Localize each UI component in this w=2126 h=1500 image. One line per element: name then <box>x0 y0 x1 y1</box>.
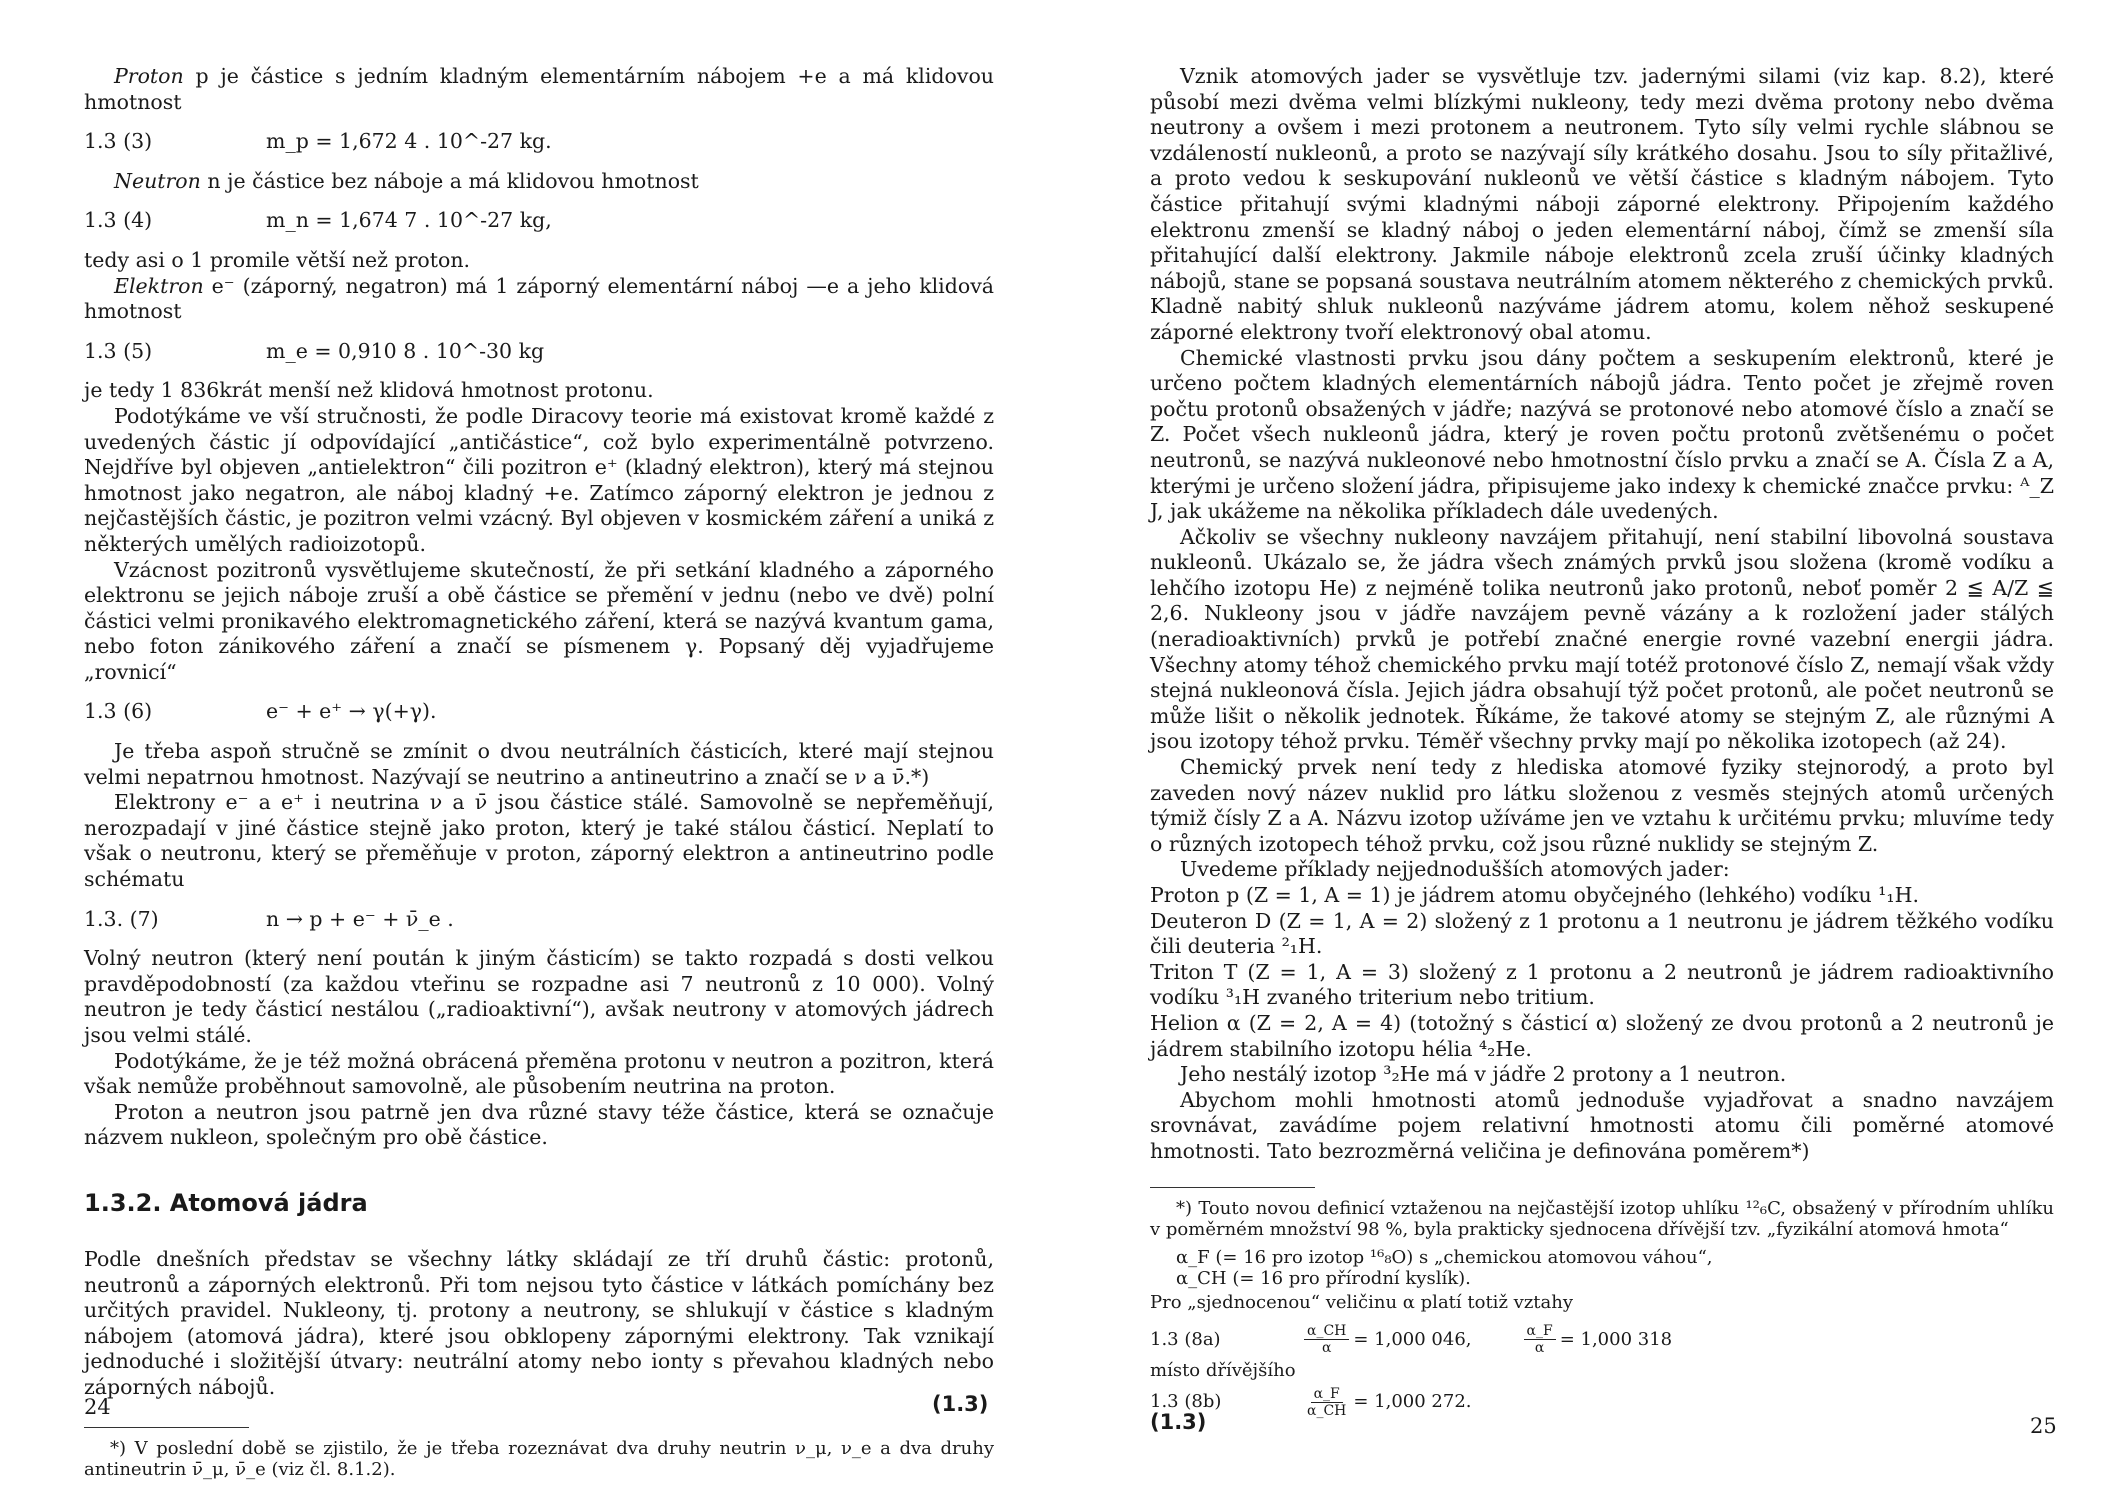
nucleus-example: Helion α (Z = 2, A = 4) (totožný s částicí α) složený ze dvou protonů a 2 neutronů je jádrem stabilního izotopu hélia ⁴₂He. <box>1150 1010 2054 1061</box>
fraction <box>1304 1323 1349 1356</box>
proton-paragraph <box>84 64 994 115</box>
page-number: 24 <box>84 1395 111 1419</box>
fraction-denominator: α <box>1321 1340 1332 1357</box>
paragraph: Je třeba aspoň stručně se zmínit o dvou neutrálních částicích, které mají stejnou velmi nepatrnou hmotnost. Nazývají se neutrino a antineutrino a značí se ν a ν̄.*) <box>84 739 994 789</box>
equation-8b <box>1150 1386 2054 1419</box>
neutron-term: Neutron <box>114 168 201 193</box>
equation-body: e⁻ + e⁺ → γ(+γ). <box>266 699 437 724</box>
fraction <box>1304 1386 1349 1419</box>
footnote-line: α_F (= 16 pro izotop ¹⁶₈O) s „chemickou atomovou váhou“, <box>1176 1246 1713 1268</box>
paragraph: je tedy 1 836krát menší než klidová hmotnost protonu. <box>84 378 654 403</box>
footnote: *) Touto novou definicí vztaženou na nejčastější izotop uhlíku ¹²₆C, obsažený v přírodním uhlíku v poměrném množství 98 %, byla prakticky sjednocena dřívější tzv. „fyzikální atomová hmota“ <box>1150 1197 2054 1241</box>
equation-body: n → p + e⁻ + ν̄_e . <box>266 906 454 931</box>
paragraph: Proton a neutron jsou patrně jen dva různé stavy téže částice, která se označuje názvem nukleon, společným pro obě částice. <box>84 1099 994 1150</box>
equation-number: 1.3 (5) <box>84 338 153 363</box>
equation-value: = 1,000 046, <box>1353 1328 1472 1350</box>
proton-term: Proton <box>114 64 184 88</box>
proton-text: p je částice s jedním kladným elementárním nábojem +e a má klidovou hmotnost <box>84 64 994 114</box>
nucleus-example: Proton p (Z = 1, A = 1) je jádrem atomu obyčejného (lehkého) vodíku ¹₁H. <box>1150 883 1920 907</box>
equation-number: 1.3 (4) <box>84 208 153 233</box>
paragraph: Podotýkáme ve vší stručnosti, že podle Diracovy teorie má existovat kromě každé z uvedených částic jí odpovídající „antičástice“, což bylo experimentálně potvrzeno. Nejdříve byl objeven „antielektron“ čili pozitron e⁺ (kladný elektron), který má stejnou hmotnost jako negatron, ale náboj kladný +e. Zatímco záporný elektron je jednou z nejčastějších částic, je pozitron velmi vzácný. Byl objeven v kosmickém záření a uniká z některých umělých radioizotopů. <box>84 403 994 556</box>
equation-body: m_p = 1,672 4 . 10^-27 kg. <box>266 129 552 154</box>
nucleus-example: Deuteron D (Z = 1, A = 2) složený z 1 protonu a 1 neutronu je jádrem těžkého vodíku čili deuteria ²₁H. <box>1150 908 2054 959</box>
right-page-body <box>1150 64 2054 1419</box>
neutron-paragraph <box>84 169 994 195</box>
paragraph: Jeho nestálý izotop ³₂He má v jádře 2 protony a 1 neutron. <box>1180 1062 1787 1087</box>
paragraph: Vzácnost pozitronů vysvětlujeme skutečností, že při setkání kladného a záporného elektronu se jejich náboje zruší a obě částice se přemění v jednu (nebo ve dvě) polní částici velmi pronikavého elektromagnetického záření, která se nazývá kvantum gama, nebo foton zánikového záření a značí se písmenem γ. Popsaný děj vyjadřujeme „rovnicí“ <box>84 557 994 684</box>
footnote-line: místo dřívějšího <box>1150 1360 1296 1382</box>
chapter-mark: (1.3) <box>932 1392 989 1416</box>
left-page <box>84 0 994 1500</box>
paragraph: Volný neutron (který není poután k jiným částicím) se takto rozpadá s dosti velkou pravděpodobností (za každou vteřinu se rozpadne asi 7 neutronů z 10 000). Volný neutron je tedy částicí nestálou („radioaktivní“), avšak neutrony v atomových jádrech jsou velmi stálé. <box>84 946 994 1047</box>
footnote: *) V poslední době se zjistilo, že je třeba rozeznávat dva druhy neutrin ν_μ, ν_e a dva druhy antineutrin ν̄_μ, ν̄_e (viz čl. 8.1.2). <box>84 1437 994 1481</box>
paragraph: Elektrony e⁻ a e⁺ i neutrina ν a ν̄ jsou částice stálé. Samovolně se nepřeměňují, nerozpadají v jiné částice stejně jako proton, který je také stálou částicí. Neplatí to však o neutronu, který se přeměňuje v proton, záporný elektron a antineutrino podle schématu <box>84 790 994 892</box>
section-heading: 1.3.2. Atomová jádra <box>84 1188 368 1217</box>
electron-paragraph <box>84 274 994 325</box>
footnote-divider <box>1150 1187 1315 1188</box>
fraction-denominator: α <box>1534 1340 1545 1357</box>
paragraph: Ačkoliv se všechny nukleony navzájem přitahují, není stabilní libovolná soustava nukleonů. Ukázalo se, že jádra všech známých prvků jsou složena (kromě vodíku a lehčího izotopu He) z nejméně tolika neutronů jako protonů, neboť poměr 2 ≦ A/Z ≦ 2,6. Nukleony jsou v jádře navzájem pevně vázány a k rozložení jader stálých (neradioaktivních) prvků je potřebí značné energie rovné vazební energii jádra. Všechny atomy téhož chemického prvku mají totéž protonové číslo Z, nemají však vždy stejná nukleonová čísla. Jejich jádra obsahují týž počet protonů, ale počet neutronů se může lišit o několik jednotek. Říkáme, že takové atomy se stejným Z, ale různými A jsou izotopy téhož prvku. Téměř všechny prvky mají po několika izotopech (až 24). <box>1150 524 2054 754</box>
equation-body: m_e = 0,910 8 . 10^-30 kg <box>266 338 545 363</box>
nucleus-example: Triton T (Z = 1, A = 3) složený z 1 protonu a 2 neutronů je jádrem radioaktivního vodíku ³₁H zvaného triterium nebo tritium. <box>1150 959 2054 1010</box>
paragraph: Vznik atomových jader se vysvětluje tzv. jadernými silami (viz kap. 8.2), které působí mezi dvěma velmi blízkými nukleony, tedy mezi dvěma protony nebo dvěma neutrony a ovšem i mezi protonem a neutronem. Tyto síly velmi rychle slábnou se vzdáleností nukleonů, a proto se nazývají síly krátkého dosahu. Jsou to síly přitažlivé, a proto vedou k seskupování nukleonů ve větší částice s kladným nábojem. Tyto částice přitahují svými kladnými náboji záporné elektrony. Připojením každého elektronu zmenší se kladný náboj o jeden elementární náboj, čímž se zmenší síla přitahující další elektrony. Jakmile náboje elektronů zcela zruší účinky kladných nábojů, stane se popsaná soustava neutrálním atomem některého z chemických prvků. Kladně nabitý shluk nukleonů nazýváme jádrem atomu, kolem něhož seskupené záporné elektrony tvoří elektronový obal atomu. <box>1150 64 2054 344</box>
equation-number: 1.3 (8a) <box>1150 1328 1221 1350</box>
fraction <box>1524 1323 1556 1356</box>
page-number: 25 <box>2030 1414 2057 1438</box>
equation-number: 1.3 (8b) <box>1150 1391 1222 1413</box>
paragraph: Podle dnešních představ se všechny látky skládají ze tří druhů částic: protonů, neutronů a záporných elektronů. Při tom nejsou tyto částice v látkách pomíchány bez určitých pravidel. Nukleony, tj. protony a neutrony, se shlukují v částice s kladným nábojem (atomová jádra), které jsou obklopeny zápornými elektrony. Tak vznikají jednoduché i složitější útvary: neutrální atomy nebo ionty s převahou kladných nebo záporných nábojů. <box>84 1246 994 1399</box>
equation-neutron-decay <box>84 907 994 933</box>
equation-proton-mass <box>84 129 994 155</box>
equation-value: = 1,000 318 <box>1559 1328 1673 1350</box>
equation-value: = 1,000 272. <box>1353 1391 1472 1413</box>
fraction-denominator: α_CH <box>1307 1402 1347 1419</box>
right-page <box>1150 0 2057 1500</box>
fraction-numerator: α_CH <box>1304 1323 1349 1340</box>
equation-number: 1.3 (3) <box>84 129 153 154</box>
paragraph: Chemické vlastnosti prvku jsou dány počtem a seskupením elektronů, které je určeno počtem kladných elementárních nábojů jádra. Tento počet je zřejmě roven počtu protonů obsažených v jádře; nazývá se protonové nebo atomové číslo a značí se Z. Počet všech nukleonů jádra, který je roven počtu protonů zvětšenému o počet neutronů, se nazývá nukleonové nebo hmotnostní číslo prvku a značí se A. Čísla Z a A, kterými je určeno složení jádra, připisujeme jako indexy k chemické značce prvku: ᴬ_Z J, jak ukážeme na několika příkladech dále uvedených. <box>1150 345 2054 524</box>
equation-neutron-mass <box>84 208 994 234</box>
fraction-numerator: α_F <box>1311 1386 1343 1403</box>
fraction-numerator: α_F <box>1524 1323 1556 1340</box>
electron-text: e⁻ (záporný, negatron) má 1 záporný elementární náboj —e a jeho klidová hmotnost <box>84 273 994 324</box>
footnote-line: α_CH (= 16 pro přírodní kyslík). <box>1176 1268 1471 1290</box>
paragraph: Abychom mohli hmotnosti atomů jednoduše vyjadřovat a snadno navzájem srovnávat, zavádíme pojem relativní hmotnosti atomu čili poměrné atomové hmotnosti. Tato bezrozměrná veličina je definována poměrem*) <box>1150 1087 2054 1163</box>
equation-body: m_n = 1,674 7 . 10^-27 kg, <box>266 208 552 233</box>
electron-term: Elektron <box>114 273 204 298</box>
neutron-text: n je částice bez náboje a má klidovou hmotnost <box>200 168 699 193</box>
footnote-line: Pro „sjednocenou“ veličinu α platí totiž vztahy <box>1150 1291 1574 1313</box>
paragraph: tedy asi o 1 promile větší než proton. <box>84 247 471 272</box>
equation-number: 1.3. (7) <box>84 906 159 931</box>
footnote-divider <box>84 1427 249 1428</box>
paragraph: Chemický prvek není tedy z hlediska atomové fyziky stejnorodý, a proto byl zaveden nový název nuklid pro látku složenou z vesměs stejných atomů určených týmiž čísly Z a A. Názvu izotop užíváme jen ve vztahu k určitému prvku; mluvíme tedy o různých izotopech téhož prvku, což jsou různé nuklidy se stejným Z. <box>1150 755 2054 856</box>
equation-number: 1.3 (6) <box>84 699 153 724</box>
chapter-mark: (1.3) <box>1150 1410 1207 1434</box>
equation-electron-mass <box>84 339 994 365</box>
equation-annihilation <box>84 699 994 725</box>
paragraph: Uvedeme příklady nejjednodušších atomových jader: <box>1180 857 1730 882</box>
left-page-body <box>84 64 994 1481</box>
paragraph: Podotýkáme, že je též možná obrácená přeměna protonu v neutron a pozitron, která však nemůže proběhnout samovolně, ale působením neutrina na proton. <box>84 1048 994 1099</box>
equation-8a <box>1150 1323 2054 1356</box>
